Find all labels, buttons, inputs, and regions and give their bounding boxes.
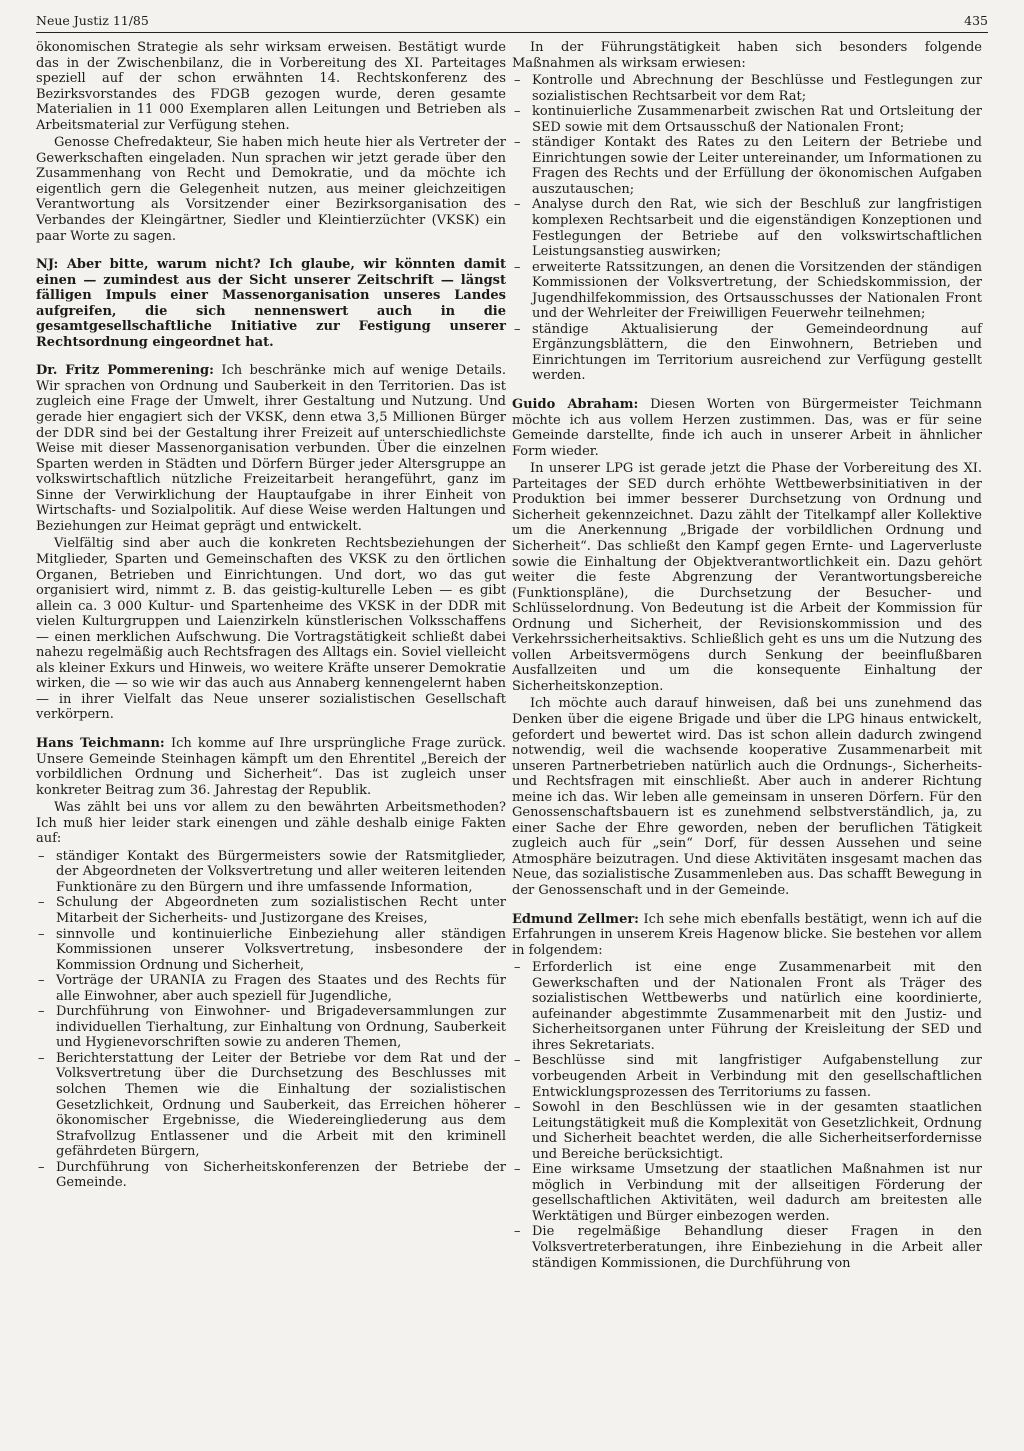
list-item: – Sowohl in den Beschlüssen wie in der gesamten staatlichen Leitungstätigkeit muß die Komplexität von Gesetzlichkeit, Ordnung und Sicherheit beachtet werden, die alle Sicherheitserfordernisse und Bereiche berücksichtigt. [512, 1100, 982, 1162]
speaker-paragraph [36, 363, 506, 534]
speaker-text: Ich beschränke mich auf wenige Details. Wir sprachen von Ordnung und Sauberkeit in den Territorien. Das ist zugleich eine Frage der Umwelt, ihrer Gestaltung und Nutzung. Und gerade hier engagiert sich der VKSK, denn etwa 3,5 Millionen Bürger der DDR sind bei der Gestaltung ihrer Freizeit auf unterschiedlichste Weise mit dieser Massenorganisation verbunden. Über die einzelnen Sparten werden in Städten und Dörfern Bürger jeder Altersgruppe an volkswirtschaftlich nützliche Freizeitarbeit herangeführt, ganz im Sinne der Verwirklichung der Hauptaufgabe in ihrer Einheit von Wirtschafts- und Sozialpolitik. Auf diese Weise werden Haltungen und Beziehungen zur Heimat geprägt und entwickelt. [36, 363, 506, 534]
measures-list [512, 73, 982, 384]
list-item: – erweiterte Ratssitzungen, an denen die Vorsitzenden der ständigen Kommissionen der Volksvertretung, der Schiedskommission, der Jugendhilfekommission, des Ortsausschusses der Nationalen Front und der Wehrleiter der Freiwilligen Feuerwehr teilnehmen; [512, 260, 982, 322]
zellmer-list [512, 960, 982, 1271]
list-item: – ständiger Kontakt des Rates zu den Leitern der Betriebe und Einrichtungen sowie der Leiter untereinander, um Informationen zu Fragen des Rechts und der Erfüllung der ökonomischen Aufgaben auszutauschen; [512, 135, 982, 197]
nj-question: NJ: Aber bitte, warum nicht? Ich glaube, wir könnten damit einen — zumindest aus der Sicht unserer Zeitschrift — längst fälligen Impuls einer Massenorganisation unseres Landes aufgreifen, die sich nennenswert auch in die gesamtgesellschaftliche Initiative zur Festigung unserer Rechtsordnung eingeordnet hat. [36, 257, 506, 350]
list-item: – Kontrolle und Abrechnung der Beschlüsse und Festlegungen zur sozialistischen Rechtsarbeit vor dem Rat; [512, 73, 982, 104]
list-item: – ständiger Kontakt des Bürgermeisters sowie der Ratsmitglieder, der Abgeordneten der Volksvertretung und aller weiteren leitenden Funktionäre zu den Bürgern und ihre umfassende Information, [36, 849, 506, 896]
paragraph: In der Führungstätigkeit haben sich besonders folgende Maßnahmen als wirksam erwiesen: [512, 40, 982, 71]
list-item: – kontinuierliche Zusammenarbeit zwischen Rat und Ortsleitung der SED sowie mit dem Ortsausschuß der Nationalen Front; [512, 104, 982, 135]
list-item: – Schulung der Abgeordneten zum sozialistischen Recht unter Mitarbeit der Sicherheits- und Justizorgane des Kreises, [36, 895, 506, 926]
speaker-paragraph [36, 736, 506, 798]
list-item: – ständige Aktualisierung der Gemeindeordnung auf Ergänzungsblättern, die den Einwohnern, Betrieben und Einrichtungen im Territorium ausreichend zur Verfügung gestellt werden. [512, 322, 982, 384]
speaker-text: Ich sehe mich ebenfalls bestätigt, wenn ich auf die Erfahrungen in unserem Kreis Hagenow blicke. Sie bestehen vor allem in folgendem: [512, 911, 982, 958]
journal-issue: Neue Justiz 11/85 [36, 13, 149, 28]
list-item: – Eine wirksame Umsetzung der staatlichen Maßnahmen ist nur möglich in Verbindung mit der allseitigen Förderung der gesellschaftlichen Aktivitäten, weil dadurch am breitesten alle Werktätigen und Bürger einbezogen werden. [512, 1162, 982, 1224]
paragraph: Was zählt bei uns vor allem zu den bewährten Arbeitsmethoden? Ich muß hier leider stark einengen und zähle deshalb einige Fakten auf: [36, 800, 506, 847]
speaker-paragraph [512, 397, 982, 459]
list-item: – Beschlüsse sind mit langfristiger Aufgabenstellung zur vorbeugenden Arbeit in Verbindung mit den gesellschaftlichen Entwicklungsprozessen des Territoriums zu fassen. [512, 1053, 982, 1100]
list-item: – Vorträge der URANIA zu Fragen des Staates und des Rechts für alle Einwohner, aber auch speziell für Jugendliche, [36, 973, 506, 1004]
list-item: – Durchführung von Sicherheitskonferenzen der Betriebe der Gemeinde. [36, 1160, 506, 1191]
speaker-text: Diesen Worten von Bürgermeister Teichmann möchte ich aus vollem Herzen zustimmen. Das, was er für seine Gemeinde darstellte, finde ich auch in unserer Arbeit in ähnlicher Form wieder. [512, 397, 982, 459]
paragraph: Vielfältig sind aber auch die konkreten Rechtsbeziehungen der Mitglieder, Sparten und Gemeinschaften des VKSK zu den örtlichen Organen, Betrieben und Einrichtungen. Und dort, wo das gut organisiert wird, nimmt z. B. das geistig-kulturelle Leben — es gibt allein ca. 3 000 Kultur- und Spartenheime des VKSK in der DDR mit vielen Kulturgruppen und Laienzirkeln künstlerischen Volksschaffens — einen merklichen Aufschwung. Die Vortragstätigkeit schließt dabei nahezu regelmäßig auch Rechtsfragen des Alltags ein. Soviel vielleicht als kleiner Exkurs und Hinweis, wo weitere Kräfte unserer Demokratie wirken, die — so wie wir das auch aus Annaberg kennengelernt haben — in ihrer Vielfalt das Neue unserer sozialistischen Gesellschaft verkörpern. [36, 536, 506, 723]
list-item: – Durchführung von Einwohner- und Brigadeversammlungen zur individuellen Tierhaltung, zur Einhaltung von Ordnung, Sauberkeit und Hygienevorschriften sowie zu anderen Themen, [36, 1004, 506, 1051]
speaker-name: Hans Teichmann: [36, 735, 165, 751]
list-item: – sinnvolle und kontinuierliche Einbeziehung aller ständigen Kommissionen unserer Volksvertretung, insbesondere der Kommission Ordnung und Sicherheit, [36, 927, 506, 974]
right-column [512, 40, 982, 1273]
paragraph: ökonomischen Strategie als sehr wirksam erweisen. Bestätigt wurde das in der Zwischenbilanz, die in Vorbereitung des XI. Parteitages speziell auf der schon erwähnten 14. Rechtskonferenz des Bezirksvorstandes des FDGB gezogen wurde, deren gesamte Materialien in 11 000 Exemplaren allen Leitungen und Betrieben als Arbeitsmaterial zur Verfügung stehen. [36, 40, 506, 133]
paragraph: Genosse Chefredakteur, Sie haben mich heute hier als Vertreter der Gewerkschaften eingeladen. Nun sprachen wir jetzt gerade über den Zusammenhang von Recht und Demokratie, und da möchte ich eigentlich gern die Gelegenheit nutzen, aus meiner gleichzeitigen Verantwortung als Vorsitzender einer Bezirksorganisation des Verbandes der Kleingärtner, Siedler und Kleintierzüchter (VKSK) ein paar Worte zu sagen. [36, 135, 506, 244]
left-column [36, 40, 506, 1193]
list-item: – Erforderlich ist eine enge Zusammenarbeit mit den Gewerkschaften und der Nationalen Front als Träger des sozialistischen Wettbewerbs und natürlich eine koordinierte, aufeinander abgestimmte Zusammenarbeit mit den Justiz- und Sicherheitsorganen unter Führung der Kreisleitung der SED und ihres Sekretariats. [512, 960, 982, 1053]
list-item: – Analyse durch den Rat, wie sich der Beschluß zur langfristigen komplexen Rechtsarbeit und die eigenständigen Konzeptionen und Festlegungen der Betriebe auf den volkswirtschaftlichen Leistungsanstieg auswirken; [512, 197, 982, 259]
speaker-name: Guido Abraham: [512, 397, 639, 413]
list-item: – Berichterstattung der Leiter der Betriebe vor dem Rat und der Volksvertretung über die Durchsetzung des Beschlusses mit solchen Themen wie die Einhaltung der sozialistischen Gesetzlichkeit, Ordnung und Sauberkeit, das Erreichen höherer ökonomischer Ergebnisse, die Wiedereingliederung aus dem Strafvollzug Entlassener und die Arbeit mit den kriminell gefährdeten Bürgern, [36, 1051, 506, 1160]
speaker-name: Edmund Zellmer: [512, 911, 639, 927]
teichmann-list [36, 849, 506, 1191]
speaker-paragraph [512, 912, 982, 959]
list-item: – Die regelmäßige Behandlung dieser Fragen in den Volksvertreterberatungen, ihre Einbeziehung in die Arbeit aller ständigen Kommissionen, die Durchführung von [512, 1224, 982, 1271]
page-number: 435 [964, 13, 988, 28]
speaker-name: Dr. Fritz Pommerening: [36, 363, 214, 379]
speaker-text: Ich komme auf Ihre ursprüngliche Frage zurück. Unsere Gemeinde Steinhagen kämpft um den Ehrentitel „Bereich der vorbildlichen Ordnung und Sicherheit“. Das ist zugleich unser konkreter Beitrag zum 36. Jahrestag der Republik. [36, 735, 506, 798]
paragraph: In unserer LPG ist gerade jetzt die Phase der Vorbereitung des XI. Parteitages der SED durch erhöhte Wettbewerbsinitiativen in der Produktion bei immer besserer Durchsetzung von Ordnung und Sicherheit gekennzeichnet. Dazu zählt der Titelkampf aller Kollektive um die Anerkennung „Brigade der vorbildlichen Ordnung und Sicherheit“. Das schließt den Kampf gegen Ernte- und Lagerverluste sowie die Einhaltung der Objektverantwortlichkeit ein. Dazu gehört weiter die feste Abgrenzung der Verantwortungsbereiche (Funktionspläne), die Durchsetzung der Besucher- und Schlüsselordnung. Von Bedeutung ist die Arbeit der Kommission für Ordnung und Sicherheit, der Revisionskommission und des Verkehrssicherheitsaktivs. Schließlich geht es uns um die Nutzung des vollen Arbeitsvermögens durch Senkung der beeinflußbaren Ausfallzeiten und um die konsequente Einhaltung der Sicherheitskonzeption. [512, 461, 982, 694]
paragraph: Ich möchte auch darauf hinweisen, daß bei uns zunehmend das Denken über die eigene Brigade und über die LPG hinaus entwickelt, gefordert und bewertet wird. Das ist schon allein dadurch zwingend notwendig, weil die wachsende kooperative Zusammenarbeit mit unseren Partnerbetrieben natürlich auch die Ordnungs-, Sicherheits- und Rechtsfragen mit einschließt. Aber auch in anderer Richtung meine ich das. Wir leben alle gemeinsam in unseren Dörfern. Für den Genossenschaftsbauern ist es zunehmend selbstverständlich, ja, zu einer Sache der Ehre geworden, neben der beruflichen Tätigkeit zugleich auch für „sein“ Dorf, für dessen Aussehen und seine Atmosphäre beizutragen. Und diese Aktivitäten insgesamt machen das Neue, das sozialistische Zusammenleben aus. Das schafft Bewegung in der Genossenschaft und in der Gemeinde. [512, 696, 982, 898]
running-header [36, 10, 988, 33]
